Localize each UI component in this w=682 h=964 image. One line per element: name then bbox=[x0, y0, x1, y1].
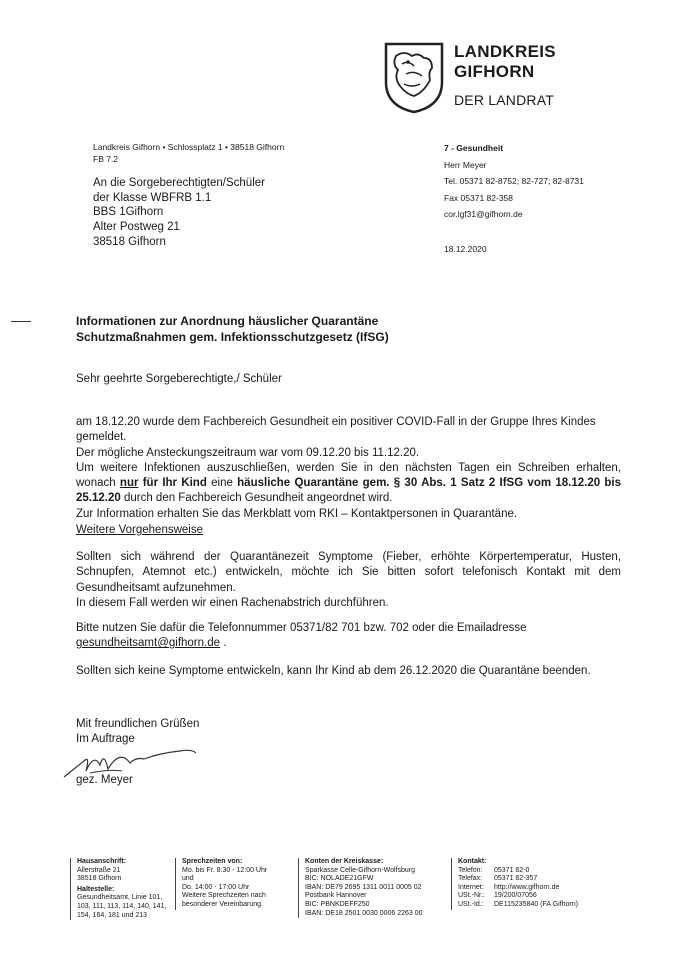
emphasis-text: für Ihr Kind bbox=[138, 477, 207, 490]
letter-date: 18.12.2020 bbox=[444, 244, 487, 254]
footer-text: BIC: PBNKDEFF250 bbox=[305, 900, 370, 908]
footer-web-row bbox=[458, 884, 608, 893]
footer-text: Mo. bis Fr. 8:30 - 12:00 Uhr bbox=[182, 866, 268, 874]
footer-bank-column bbox=[298, 858, 453, 918]
footer-text: Allerstraße 21 bbox=[77, 866, 121, 874]
footer-ustid-row bbox=[458, 901, 608, 910]
footer-label: Konten der Kreiskasse: bbox=[305, 858, 384, 865]
paragraph-text: In diesem Fall werden wir einen Rachenabstrich durchführen. bbox=[76, 596, 389, 609]
letterhead-title-line1: LANDKREIS bbox=[454, 42, 556, 61]
recipient-line: der Klasse WBFRB 1.1 bbox=[93, 191, 212, 204]
paragraph-phone bbox=[76, 621, 621, 652]
emphasis-text: häusliche Quarantäne gem. § 30 Abs. 1 Satz 2 IfSG vom 18.12.20 bis 25.12.20 bbox=[76, 477, 622, 505]
footer-text: Sparkasse Celle-Gifhorn-Wolfsburg bbox=[305, 866, 415, 874]
fold-mark bbox=[11, 321, 31, 322]
footer-text: 38518 Gifhorn bbox=[77, 875, 122, 883]
paragraph-notification bbox=[76, 415, 621, 522]
contact-fax: Fax 05371 82-358 bbox=[444, 192, 513, 203]
paragraph-text: Zur Information erhalten Sie das Merkblatt vom RKI – Kontaktpersonen in Quarantäne. bbox=[76, 507, 518, 520]
paragraph-symptoms bbox=[76, 550, 621, 611]
footer-key: USt.-Id.: bbox=[458, 900, 484, 908]
footer-text: IBAN: DE79 2695 1311 0011 0005 02 bbox=[305, 883, 422, 891]
text-run: . bbox=[220, 637, 227, 650]
footer-contact-column bbox=[451, 858, 608, 910]
letterhead-title-line2: GIFHORN bbox=[454, 62, 535, 81]
email-link[interactable]: gesundheitsamt@gifhorn.de bbox=[76, 637, 221, 650]
footer-label: Haltestelle: bbox=[77, 885, 115, 893]
sender-block bbox=[93, 141, 284, 165]
footer-value: 05371 82-0 bbox=[494, 866, 530, 874]
paragraph-text: Der mögliche Ansteckungszeitraum war vom 09.12.20 bis 11.12.20. bbox=[76, 446, 420, 459]
footer-value: 05371 82-357 bbox=[494, 875, 538, 883]
footer-text: Do. 14:00 - 17:00 Uhr bbox=[182, 883, 250, 891]
footer-label: Hausanschrift: bbox=[77, 858, 127, 865]
sender-reference: FB 7.2 bbox=[93, 154, 119, 164]
closing-greeting: Mit freundlichen Grüßen bbox=[76, 718, 200, 730]
contact-telephone: Tel. 05371 82-8752; 82-727; 82-8731 bbox=[444, 176, 584, 186]
footer-ust-row bbox=[458, 892, 608, 901]
subject-line1: Informationen zur Anordnung häuslicher Quarantäne bbox=[76, 314, 379, 328]
recipient-line: 38518 Gifhorn bbox=[93, 235, 166, 248]
text-run: Bitte nutzen Sie dafür die Telefonnummer 05371/82 701 bzw. 702 oder die Emailadresse bbox=[76, 622, 527, 634]
paragraph-text: am 18.12.20 wurde dem Fachbereich Gesundheit ein positiver COVID-Fall in der Gruppe Ihres Kindes gemeldet. bbox=[76, 416, 596, 444]
footer-key: Telefon: bbox=[458, 866, 483, 874]
footer-text: Postbank Hannover bbox=[305, 892, 367, 900]
section-heading: Weitere Vorgehensweise bbox=[76, 524, 203, 536]
footer-phone-row bbox=[458, 867, 608, 876]
paragraph-end-quarantine: Sollten sich keine Symptome entwickeln, kann Ihr Kind ab dem 26.12.2020 die Quarantäne beenden. bbox=[76, 665, 591, 677]
footer-website-link[interactable]: http://www.gifhorn.de bbox=[494, 883, 560, 891]
footer-label: Sprechzeiten von: bbox=[182, 858, 243, 865]
text-run: eine bbox=[206, 477, 238, 490]
footer-text: Weitere Sprechzeiten nach besonderer Vereinbarung. bbox=[182, 892, 266, 908]
footer-text: IBAN: DE18 2501 0030 0006 2263 00 bbox=[305, 909, 423, 917]
footer-text: BIC: NOLADE21GFW bbox=[305, 875, 374, 883]
contact-email: cor.lgf31@gifhorn.de bbox=[444, 209, 523, 219]
recipient-address bbox=[93, 176, 265, 250]
emphasis-nur: nur bbox=[119, 477, 139, 490]
recipient-line: BBS 1Gifhorn bbox=[93, 206, 164, 219]
closing-on-behalf: Im Auftrage bbox=[76, 733, 135, 745]
contact-name: Herr Meyer bbox=[444, 159, 487, 170]
signature-name: gez. Meyer bbox=[76, 774, 133, 786]
footer-value: 19/200/07056 bbox=[494, 892, 537, 900]
greeting: Sehr geehrte Sorgeberechtigte,/ Schüler bbox=[76, 373, 282, 385]
footer-address-column bbox=[70, 858, 173, 920]
footer-hours-column bbox=[175, 858, 294, 910]
letterhead-title bbox=[454, 42, 556, 82]
footer-fax-row bbox=[458, 875, 608, 884]
recipient-line: Alter Postweg 21 bbox=[93, 221, 180, 234]
subject bbox=[76, 313, 389, 345]
footer-key: Internet: bbox=[458, 883, 484, 891]
paragraph-text bbox=[76, 621, 621, 652]
subject-line2: Schutzmaßnahmen gem. Infektionsschutzgesetz (IfSG) bbox=[76, 330, 389, 344]
footer-text: Gesundheitsamt, Linie 101, 103, 111, 113, 114, 140, 141, 154, 164, 181 und 213 bbox=[77, 894, 167, 919]
coat-of-arms-icon bbox=[384, 42, 444, 114]
text-run: Um weitere Infektionen auszuschließen, werden Sie in den nächsten Tagen ein Schreiben erhalten, wonach bbox=[76, 461, 621, 490]
text-run: durch den Fachbereich Gesundheit angeordnet wird. bbox=[120, 492, 393, 505]
contact-block bbox=[444, 140, 584, 223]
recipient-line: An die Sorgeberechtigten/Schüler bbox=[93, 177, 265, 189]
footer-label: Kontakt: bbox=[458, 858, 487, 865]
footer-value: DE115235840 (FA Gifhorn) bbox=[494, 900, 578, 908]
contact-department: 7 - Gesundheit bbox=[444, 143, 504, 153]
footer-key: USt.-Nr.: bbox=[458, 892, 485, 900]
paragraph-quarantine-order bbox=[76, 461, 621, 507]
letterhead-subtitle: DER LANDRAT bbox=[454, 92, 554, 108]
footer-text: und bbox=[182, 875, 194, 883]
footer-key: Telefax: bbox=[458, 875, 483, 883]
paragraph-text: Sollten sich während der Quarantänezeit Symptome (Fieber, erhöhte Körpertemperatur, Husten, Schnupfen, Atemnot etc.) entwickeln, möchte ich Sie bitten sofort telefonisch Kontakt mit dem Gesundheitsamt aufzunehmen. bbox=[76, 551, 621, 594]
sender-address-line: Landkreis Gifhorn • Schlossplatz 1 • 38518 Gifhorn bbox=[93, 142, 285, 152]
